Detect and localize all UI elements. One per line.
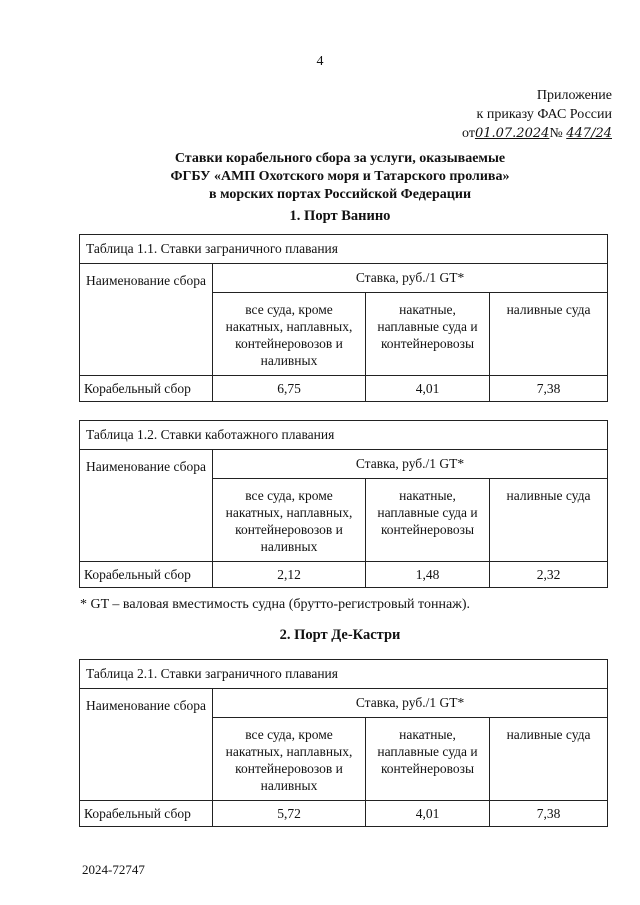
value-all-vessels: 2,12 <box>213 562 366 588</box>
rate-header: Ставка, руб./1 GT* <box>213 689 608 718</box>
document-code: 2024-72747 <box>82 862 145 877</box>
subheader-roro-containers: накатные, наплавные суда и контейнеровозы <box>366 293 490 376</box>
subheader-tankers: наливные суда <box>490 718 608 801</box>
value-roro-containers: 1,48 <box>366 562 490 588</box>
value-roro-containers: 4,01 <box>366 376 490 402</box>
value-tankers: 7,38 <box>490 376 608 402</box>
rate-table-2-1 <box>79 659 608 827</box>
title-line-3: в морских портах Российской Федерации <box>208 187 472 202</box>
rate-header: Ставка, руб./1 GT* <box>213 450 608 479</box>
subheader-all-vessels: все суда, кроме накатных, наплавных, контейнеровозов и наливных <box>213 718 366 801</box>
subheader-tankers: наливные суда <box>490 479 608 562</box>
appendix-label: Приложение <box>536 88 612 103</box>
subheader-roro-containers: накатные, наплавные суда и контейнеровозы <box>366 718 490 801</box>
table-caption: Таблица 1.1. Ставки заграничного плавания <box>80 235 608 264</box>
rate-table-1-1 <box>79 234 608 402</box>
name-column-header: Наименование сбора <box>80 264 213 376</box>
value-tankers: 2,32 <box>490 562 608 588</box>
handwritten-number: 447/24 <box>566 126 612 141</box>
section-heading-vanino: 1. Порт Ванино <box>289 208 391 224</box>
row-label: Корабельный сбор <box>80 801 213 827</box>
title-line-2: ФГБУ «АМП Охотского моря и Татарского пролива» <box>170 169 510 184</box>
row-label: Корабельный сбор <box>80 376 213 402</box>
name-column-header: Наименование сбора <box>80 689 213 801</box>
value-roro-containers: 4,01 <box>366 801 490 827</box>
footnote: * GT – валовая вместимость судна (брутто-регистровый тоннаж). <box>80 597 470 612</box>
subheader-all-vessels: все суда, кроме накатных, наплавных, контейнеровозов и наливных <box>213 479 366 562</box>
handwritten-date: 01.07.2024 <box>474 126 550 141</box>
rate-table-1-2 <box>79 420 608 588</box>
table-caption: Таблица 1.2. Ставки каботажного плавания <box>80 421 608 450</box>
appendix-number-label: № <box>549 126 563 141</box>
row-label: Корабельный сбор <box>80 562 213 588</box>
name-column-header: Наименование сбора <box>80 450 213 562</box>
appendix-block <box>400 86 612 143</box>
value-all-vessels: 5,72 <box>213 801 366 827</box>
table-caption: Таблица 2.1. Ставки заграничного плавания <box>80 660 608 689</box>
appendix-date-number <box>462 124 612 143</box>
subheader-roro-containers: накатные, наплавные суда и контейнеровозы <box>366 479 490 562</box>
value-tankers: 7,38 <box>490 801 608 827</box>
subheader-tankers: наливные суда <box>490 293 608 376</box>
subheader-all-vessels: все суда, кроме накатных, наплавных, контейнеровозов и наливных <box>213 293 366 376</box>
appendix-order-ref: к приказу ФАС России <box>476 107 612 122</box>
page-number: 4 <box>316 54 324 69</box>
section-heading-de-kastri: 2. Порт Де-Кастри <box>279 627 401 643</box>
appendix-prefix: от <box>462 126 475 141</box>
value-all-vessels: 6,75 <box>213 376 366 402</box>
title-line-1: Ставки корабельного сбора за услуги, оказываемые <box>174 151 506 166</box>
document-title <box>60 150 620 204</box>
rate-header: Ставка, руб./1 GT* <box>213 264 608 293</box>
